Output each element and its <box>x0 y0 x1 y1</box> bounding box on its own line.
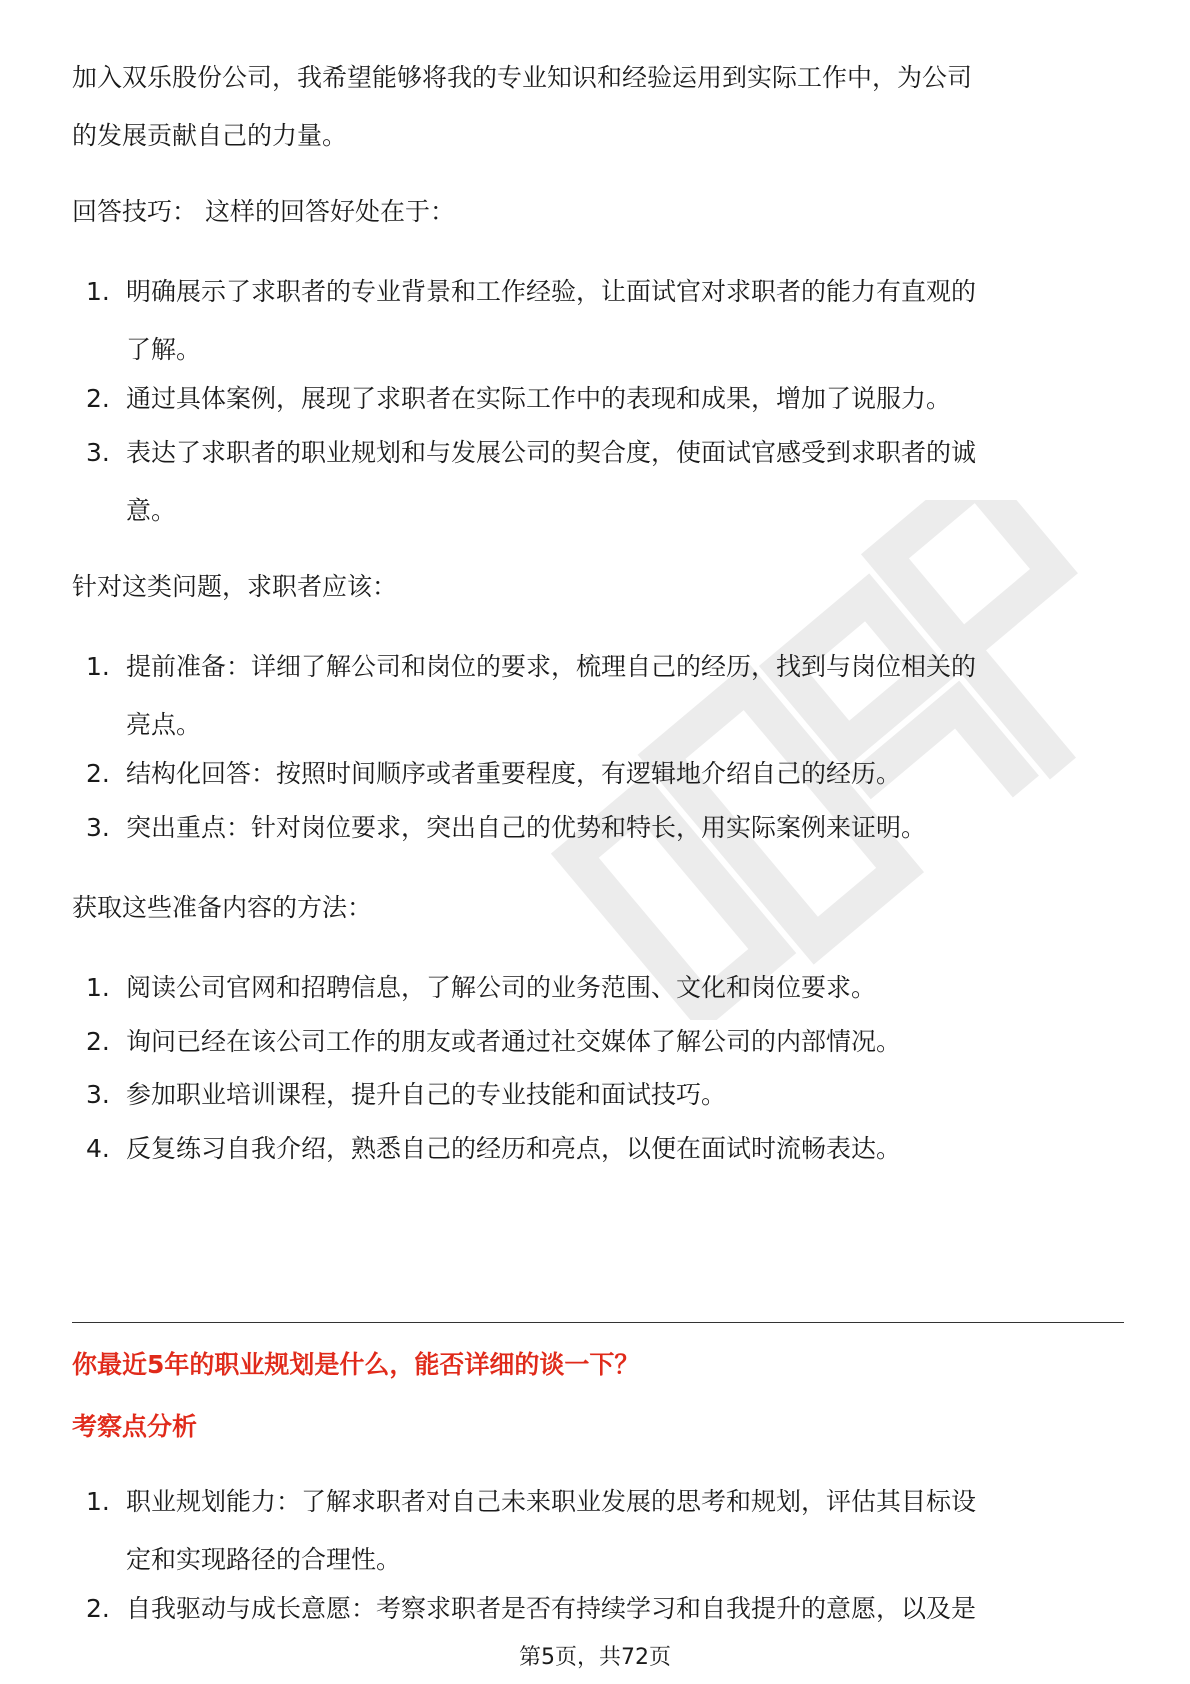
methods-heading: 获取这些准备内容的方法： <box>72 893 373 922</box>
question-heading: 你最近5年的职业规划是什么，能否详细的谈一下？ <box>72 1350 640 1379</box>
list-item-line: 明确展示了求职者的专业背景和工作经验，让面试官对求职者的能力有直观的 <box>126 277 977 306</box>
list-number: 1. <box>86 973 110 1002</box>
list-item-line: 提前准备：详细了解公司和岗位的要求，梳理自己的经历，找到与岗位相关的 <box>126 652 977 681</box>
list-number: 4. <box>86 1134 110 1163</box>
intro-line-2: 的发展贡献自己的力量。 <box>72 121 348 150</box>
list-item-line: 询问已经在该公司工作的朋友或者通过社交媒体了解公司的内部情况。 <box>126 1027 902 1056</box>
list-item-line: 通过具体案例，展现了求职者在实际工作中的表现和成果，增加了说服力。 <box>126 384 952 413</box>
page-footer: 第5页，共72页 <box>519 1645 671 1670</box>
list-number: 3. <box>86 813 110 842</box>
list-number: 3. <box>86 1080 110 1109</box>
list-number: 2. <box>86 1027 110 1056</box>
list-number: 1. <box>86 652 110 681</box>
tips-heading: 回答技巧： 这样的回答好处在于： <box>72 197 455 226</box>
list-item-line: 阅读公司官网和招聘信息，了解公司的业务范围、文化和岗位要求。 <box>126 973 877 1002</box>
list-number: 3. <box>86 438 110 467</box>
section-divider <box>72 1322 1124 1323</box>
intro-paragraph <box>72 49 1122 165</box>
list-item-line: 反复练习自我介绍，熟悉自己的经历和亮点，以便在面试时流畅表达。 <box>126 1134 902 1163</box>
list-number: 2. <box>86 384 110 413</box>
list-item-line: 表达了求职者的职业规划和与发展公司的契合度，使面试官感受到求职者的诚 <box>126 438 977 467</box>
list-item-line: 自我驱动与成长意愿：考察求职者是否有持续学习和自我提升的意愿，以及是 <box>126 1594 977 1623</box>
list-item-line: 了解。 <box>126 335 202 364</box>
list-item-line: 亮点。 <box>126 710 202 739</box>
list-item-line: 意。 <box>126 496 177 525</box>
analysis-heading: 考察点分析 <box>72 1412 198 1441</box>
should-heading: 针对这类问题，求职者应该： <box>72 572 398 601</box>
list-number: 2. <box>86 1594 110 1623</box>
list-number: 2. <box>86 759 110 788</box>
list-item-line: 参加职业培训课程，提升自己的专业技能和面试技巧。 <box>126 1080 727 1109</box>
list-item-line: 突出重点：针对岗位要求，突出自己的优势和特长，用实际案例来证明。 <box>126 813 927 842</box>
list-number: 1. <box>86 1487 110 1516</box>
list-item-line: 结构化回答：按照时间顺序或者重要程度，有逻辑地介绍自己的经历。 <box>126 759 902 788</box>
list-item-line: 职业规划能力：了解求职者对自己未来职业发展的思考和规划，评估其目标设 <box>126 1487 977 1516</box>
list-number: 1. <box>86 277 110 306</box>
list-item-line: 定和实现路径的合理性。 <box>126 1545 402 1574</box>
intro-line-1: 加入双乐股份公司，我希望能够将我的专业知识和经验运用到实际工作中，为公司 <box>72 63 973 92</box>
